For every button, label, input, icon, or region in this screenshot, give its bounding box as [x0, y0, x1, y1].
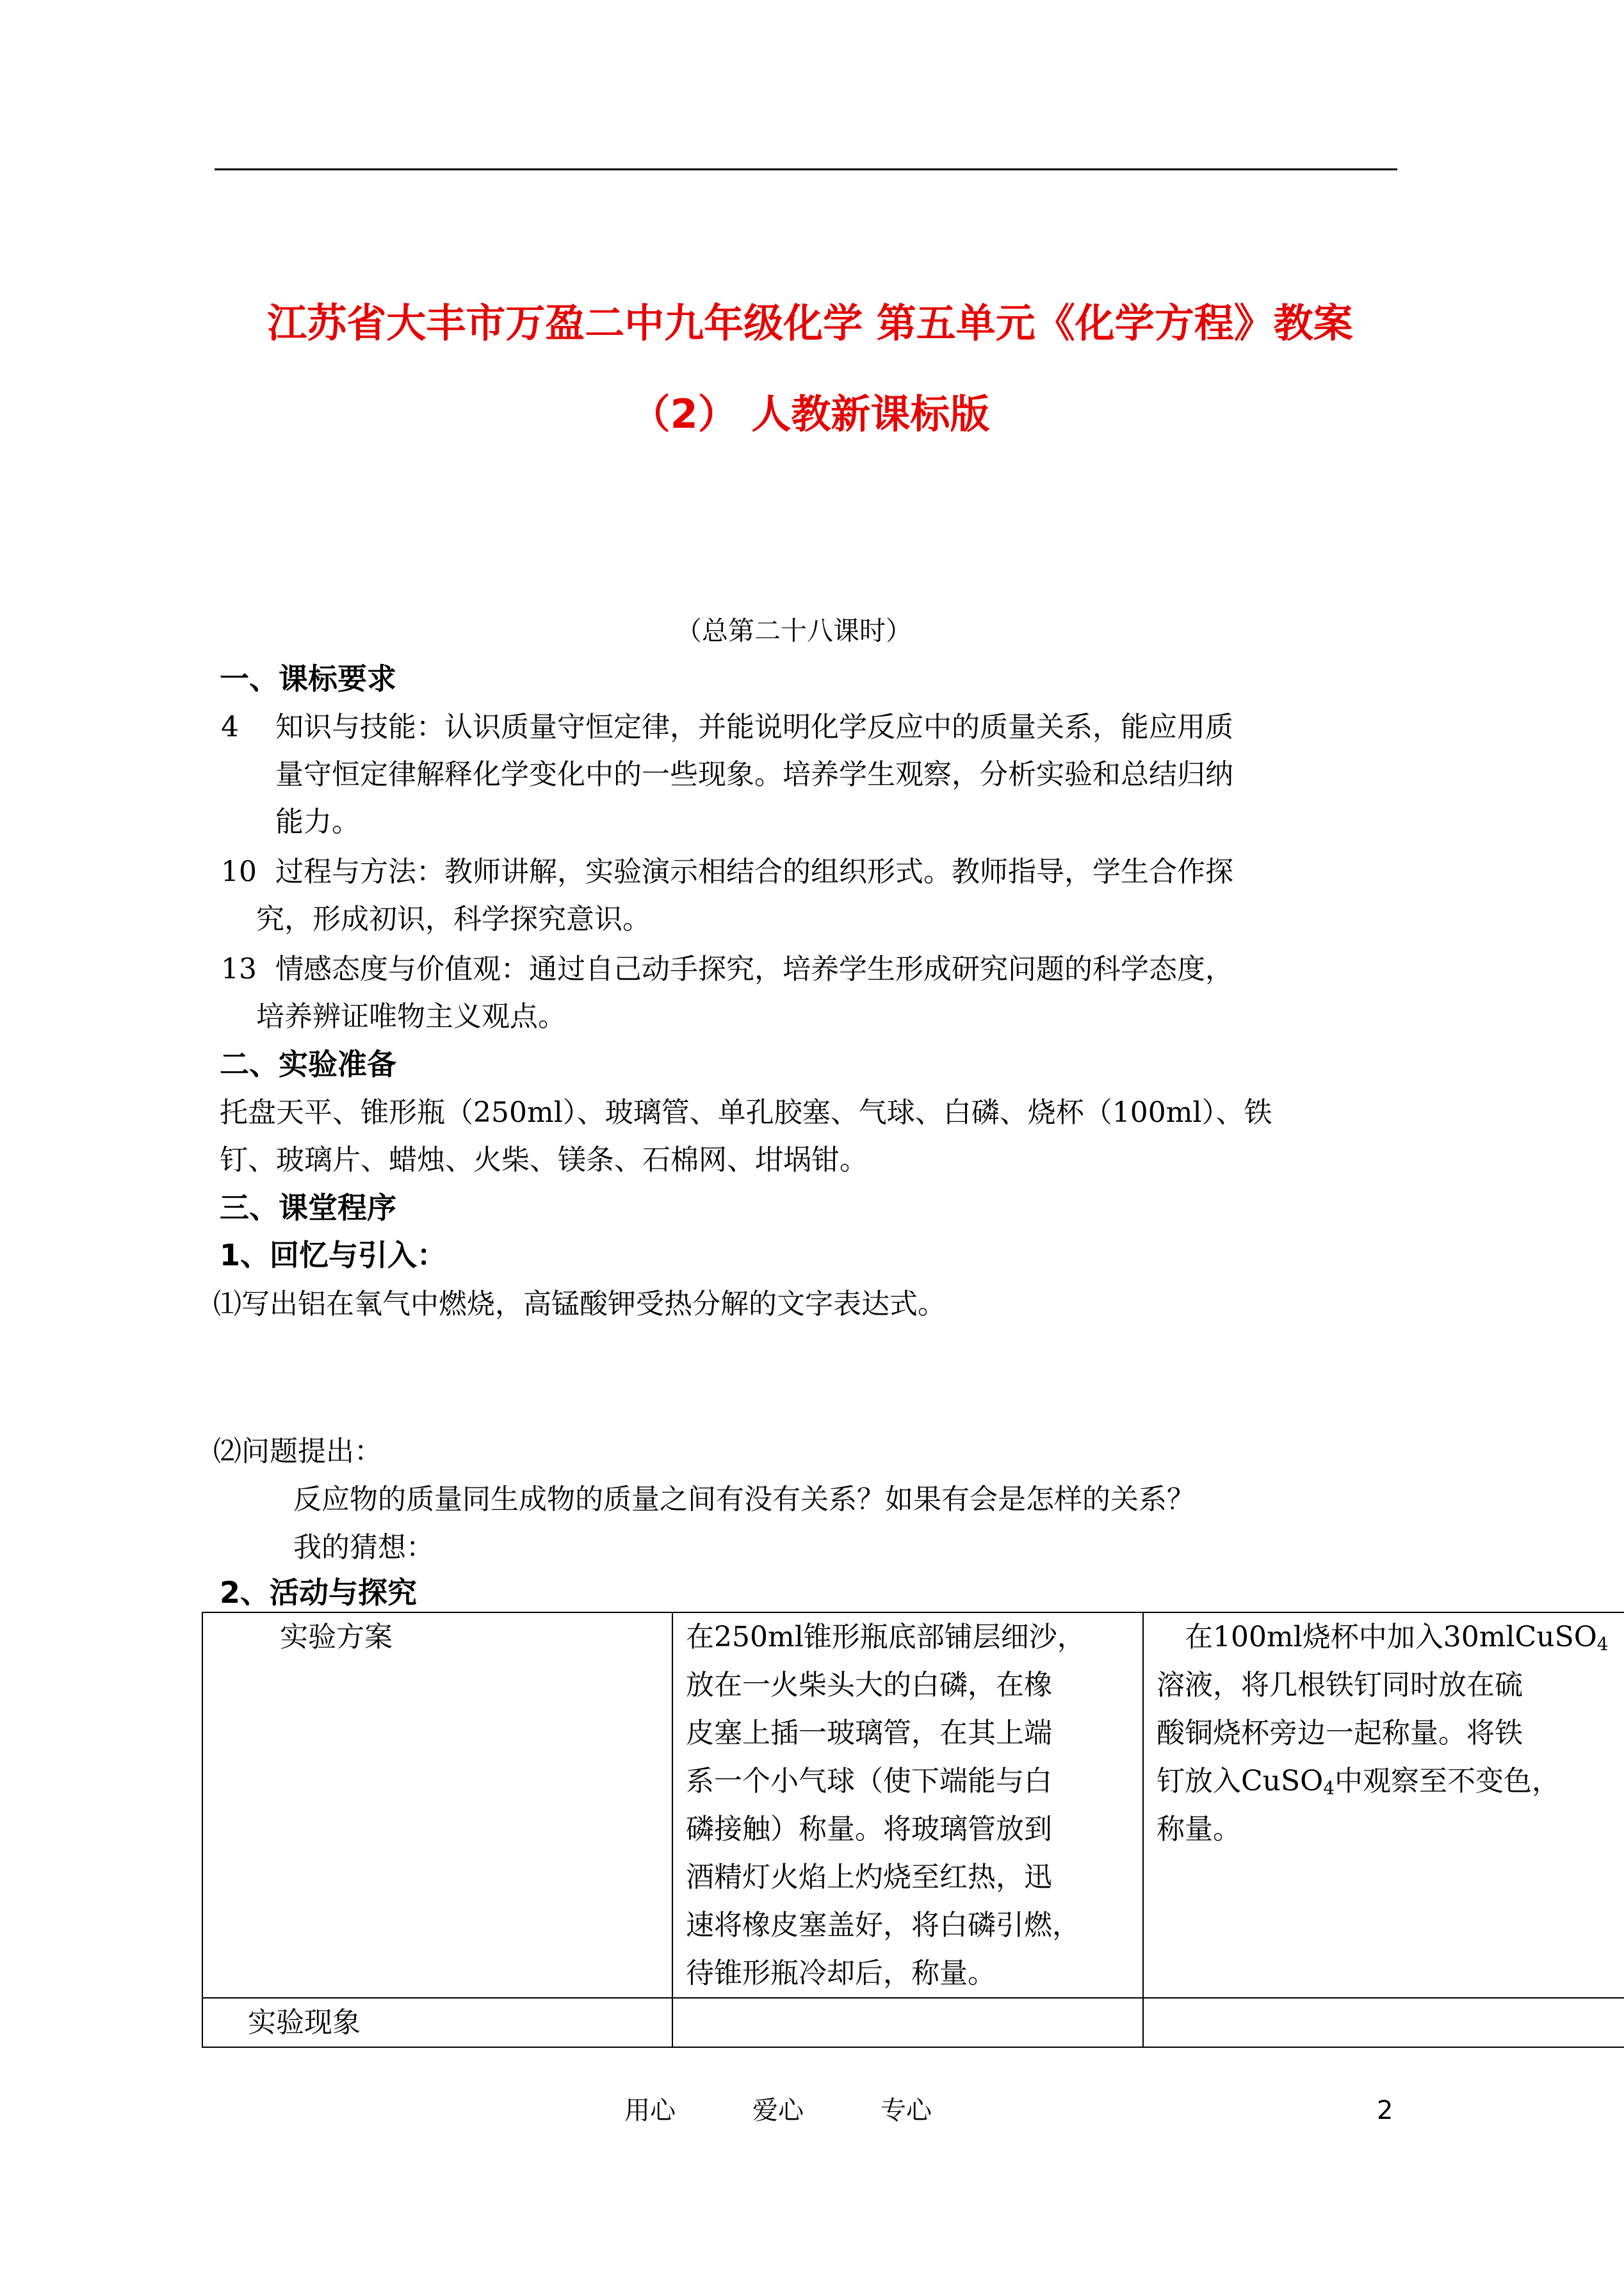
- question-2-text: 反应物的质量同生成物的质量之间有没有关系？如果有会是怎样的关系？: [293, 1483, 1195, 1516]
- subscript: 4: [1596, 1634, 1609, 1655]
- materials-line: 钉、玻璃片、蜡烛、火柴、镁条、石棉网、坩埚钳。: [220, 1144, 868, 1176]
- section2-heading: 二、实验准备: [220, 1047, 396, 1082]
- table-cell: [202, 1612, 672, 1998]
- plan-text-line: [1157, 1757, 1624, 1805]
- question-1: ⑴写出铝在氧气中燃烧，高锰酸钾受热分解的文字表达式。: [213, 1288, 946, 1320]
- question-2-label: ⑵问题提出：: [213, 1435, 382, 1468]
- table-cell: [672, 1612, 1143, 1998]
- table-cell: [1143, 1998, 1624, 2047]
- item-text-line: 究，形成初识，科学探究意识。: [256, 903, 651, 936]
- plan-text-fragment: 中观察至不变色，: [1335, 1765, 1561, 1797]
- document-title-line2: （2） 人教新课标版: [630, 391, 990, 437]
- footer-motto: 专心: [881, 2096, 932, 2125]
- subscript: 4: [1323, 1778, 1335, 1799]
- plan-text-line: 称量。: [1157, 1813, 1241, 1845]
- page-number: 2: [1377, 2096, 1393, 2125]
- plan-text-line: 放在一火柴头大的白磷，在橡: [686, 1669, 1052, 1701]
- plan-text-fragment: 在100ml烧杯中加入30mlCuSO: [1185, 1621, 1597, 1653]
- table-row: [202, 1612, 1624, 1998]
- header-rule: [215, 168, 1397, 170]
- row-label-plan: 实验方案: [280, 1621, 393, 1653]
- item-number: 4: [221, 711, 239, 743]
- item-number: 13: [221, 953, 257, 985]
- section1-heading: 一、课标要求: [220, 661, 396, 696]
- plan-text-line: 磷接触）称量。将玻璃管放到: [686, 1813, 1052, 1845]
- section3-heading: 三、课堂程序: [220, 1190, 396, 1225]
- guess-prompt: 我的猜想：: [293, 1531, 434, 1564]
- item-text-line: 情感态度与价值观：通过自己动手探究，培养学生形成研究问题的科学态度，: [275, 953, 1233, 985]
- subsection1-heading: 1、回忆与引入：: [220, 1238, 447, 1272]
- plan-text-line: 皮塞上插一玻璃管，在其上端: [686, 1717, 1052, 1749]
- item-number: 10: [221, 856, 257, 888]
- document-title-line1: 江苏省大丰市万盈二中九年级化学 第五单元《化学方程》教案: [267, 300, 1353, 346]
- item-text-line: 量守恒定律解释化学变化中的一些现象。培养学生观察，分析实验和总结归纳: [275, 758, 1233, 791]
- plan-text-line: 在250ml锥形瓶底部铺层细沙，: [686, 1621, 1085, 1653]
- subsection2-heading: 2、活动与探究: [220, 1575, 418, 1610]
- plan-text-line: 溶液，将几根铁钉同时放在硫: [1157, 1669, 1523, 1701]
- row-label-phenomenon: 实验现象: [248, 2006, 361, 2039]
- footer-motto: 用心: [624, 2096, 676, 2125]
- plan-text-line: 酒精灯火焰上灼烧至红热，迅: [686, 1861, 1052, 1894]
- plan-text-line: 速将橡皮塞盖好，将白磷引燃，: [686, 1909, 1080, 1942]
- materials-line: 托盘天平、锥形瓶（250ml）、玻璃管、单孔胶塞、气球、白磷、烧杯（100ml）、铁: [220, 1096, 1272, 1129]
- table-cell: [672, 1998, 1143, 2047]
- item-text-line: 培养辨证唯物主义观点。: [256, 1000, 566, 1033]
- plan-text-line: [1157, 1613, 1624, 1661]
- plan-text-line: 酸铜烧杯旁边一起称量。将铁: [1157, 1717, 1523, 1749]
- footer-motto: 爱心: [752, 2096, 804, 2125]
- table-cell: [1143, 1612, 1624, 1998]
- table-row: [202, 1998, 1624, 2047]
- experiment-table: [202, 1612, 1624, 2048]
- table-cell: [202, 1998, 672, 2047]
- plan-text-fragment: 钉放入CuSO: [1157, 1765, 1324, 1797]
- plan-text-line: 待锥形瓶冷却后，称量。: [686, 1957, 996, 1990]
- lesson-number: （总第二十八课时）: [676, 615, 912, 646]
- item-text-line: 过程与方法：教师讲解，实验演示相结合的组织形式。教师指导，学生合作探: [275, 856, 1233, 888]
- item-text-line: 能力。: [275, 806, 360, 838]
- plan-text-line: 系一个小气球（使下端能与白: [686, 1765, 1052, 1797]
- item-text-line: 知识与技能：认识质量守恒定律，并能说明化学反应中的质量关系，能应用质: [275, 711, 1233, 743]
